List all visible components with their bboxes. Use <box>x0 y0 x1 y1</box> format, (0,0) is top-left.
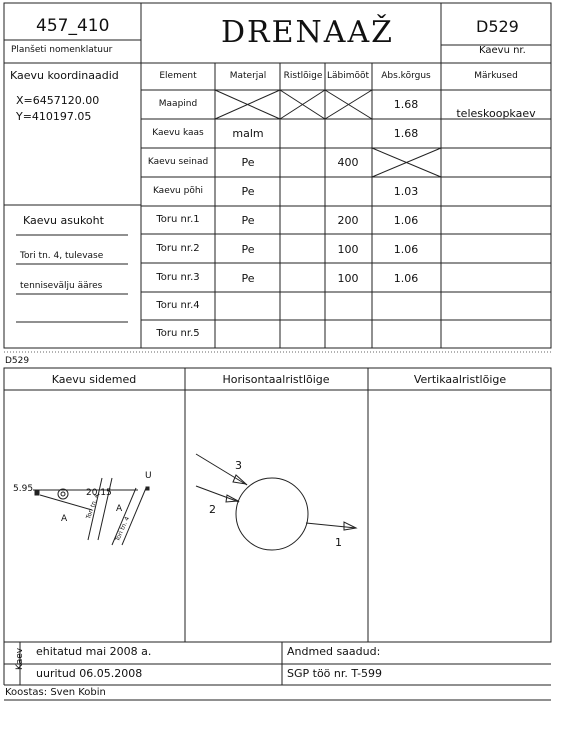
header-material: Materjal <box>229 71 267 81</box>
data-source-value: SGP töö nr. T-599 <box>287 667 383 680</box>
sketch-distance-2: 20.15 <box>86 488 112 498</box>
nomenclature-label: Planšeti nomenklatuur <box>11 45 113 55</box>
sketch-wall-label: Tori tn. 4 <box>114 515 132 543</box>
table-row-element: Toru nr.1 <box>156 214 200 225</box>
table-row-elevation: 1.06 <box>393 272 419 285</box>
header-notes: Märkused <box>474 71 518 81</box>
table-row-element: Toru nr.3 <box>156 272 200 283</box>
sketch-wall-label: Tori tn. 4 <box>85 493 101 521</box>
table-row-elevation: 1.68 <box>393 127 419 140</box>
table-row-elevation: 1.03 <box>393 185 419 198</box>
table-row-element: Kaevu põhi <box>152 186 204 196</box>
table-row-material: Pe <box>241 214 255 227</box>
col-title-horizontal: Horisontaalristlõige <box>222 373 330 386</box>
table-row-elevation: 1.06 <box>393 214 419 227</box>
table-row-element: Toru nr.4 <box>156 300 200 311</box>
table-row-diameter: 400 <box>337 156 359 169</box>
table-row-notes: teleskoopkaev <box>456 107 536 120</box>
footer-side-label: Kaev <box>15 647 25 670</box>
table-row-material: malm <box>232 127 264 140</box>
col-title-connections: Kaevu sidemed <box>51 373 137 386</box>
table-row-elevation: 1.06 <box>393 243 419 256</box>
location-line-1: Tori tn. 4, tulevase <box>20 251 104 261</box>
pipe-label-1: 1 <box>335 536 342 549</box>
page-title: DRENAAŽ <box>221 15 394 50</box>
sheet-number: 457_410 <box>36 16 110 36</box>
lower-tag: D529 <box>5 356 30 366</box>
sketch-label-a: A <box>61 514 68 524</box>
table-row-element: Toru nr.5 <box>156 328 200 339</box>
table-row-element: Kaevu seinad <box>147 157 209 167</box>
well-no-label: Kaevu nr. <box>479 45 526 56</box>
table-row-elevation: 1.68 <box>393 98 419 111</box>
well-id: D529 <box>476 17 519 36</box>
built-date: ehitatud mai 2008 a. <box>36 645 152 658</box>
table-row-element: Maapind <box>158 99 198 109</box>
location-line-2: tennisevälju ääres <box>20 281 103 291</box>
header-diameter: Läbimõõt <box>326 71 370 81</box>
author: Koostas: Sven Kobin <box>5 687 106 698</box>
table-row-diameter: 100 <box>337 243 359 256</box>
pipe-label-2: 2 <box>209 503 216 516</box>
sketch-label-u: U <box>145 471 152 481</box>
sketch-distance-1: 5.95 <box>13 484 34 494</box>
header-element: Element <box>159 71 197 81</box>
col-title-vertical: Vertikaalristlõige <box>413 373 507 386</box>
table-row-material: Pe <box>241 185 255 198</box>
coords-label: Kaevu koordinaadid <box>10 69 119 82</box>
header-elevation: Abs.kõrgus <box>381 71 431 81</box>
surveyed-date: uuritud 06.05.2008 <box>36 667 143 680</box>
table-row-material: Pe <box>241 243 255 256</box>
header-cross-section: Ristlõige <box>283 71 323 81</box>
sketch-label-a: A <box>116 504 123 514</box>
pipe-label-3: 3 <box>235 459 242 472</box>
table-row-material: Pe <box>241 272 255 285</box>
table-row-material: Pe <box>241 156 255 169</box>
table-row-element: Toru nr.2 <box>156 243 200 254</box>
location-label: Kaevu asukoht <box>23 214 104 227</box>
table-row-element: Kaevu kaas <box>152 128 204 138</box>
table-row-diameter: 100 <box>337 272 359 285</box>
table-row-diameter: 200 <box>337 214 359 227</box>
data-source-label: Andmed saadud: <box>287 645 381 658</box>
coord-y: Y=410197.05 <box>16 110 92 123</box>
coord-x: X=6457120.00 <box>16 94 100 107</box>
